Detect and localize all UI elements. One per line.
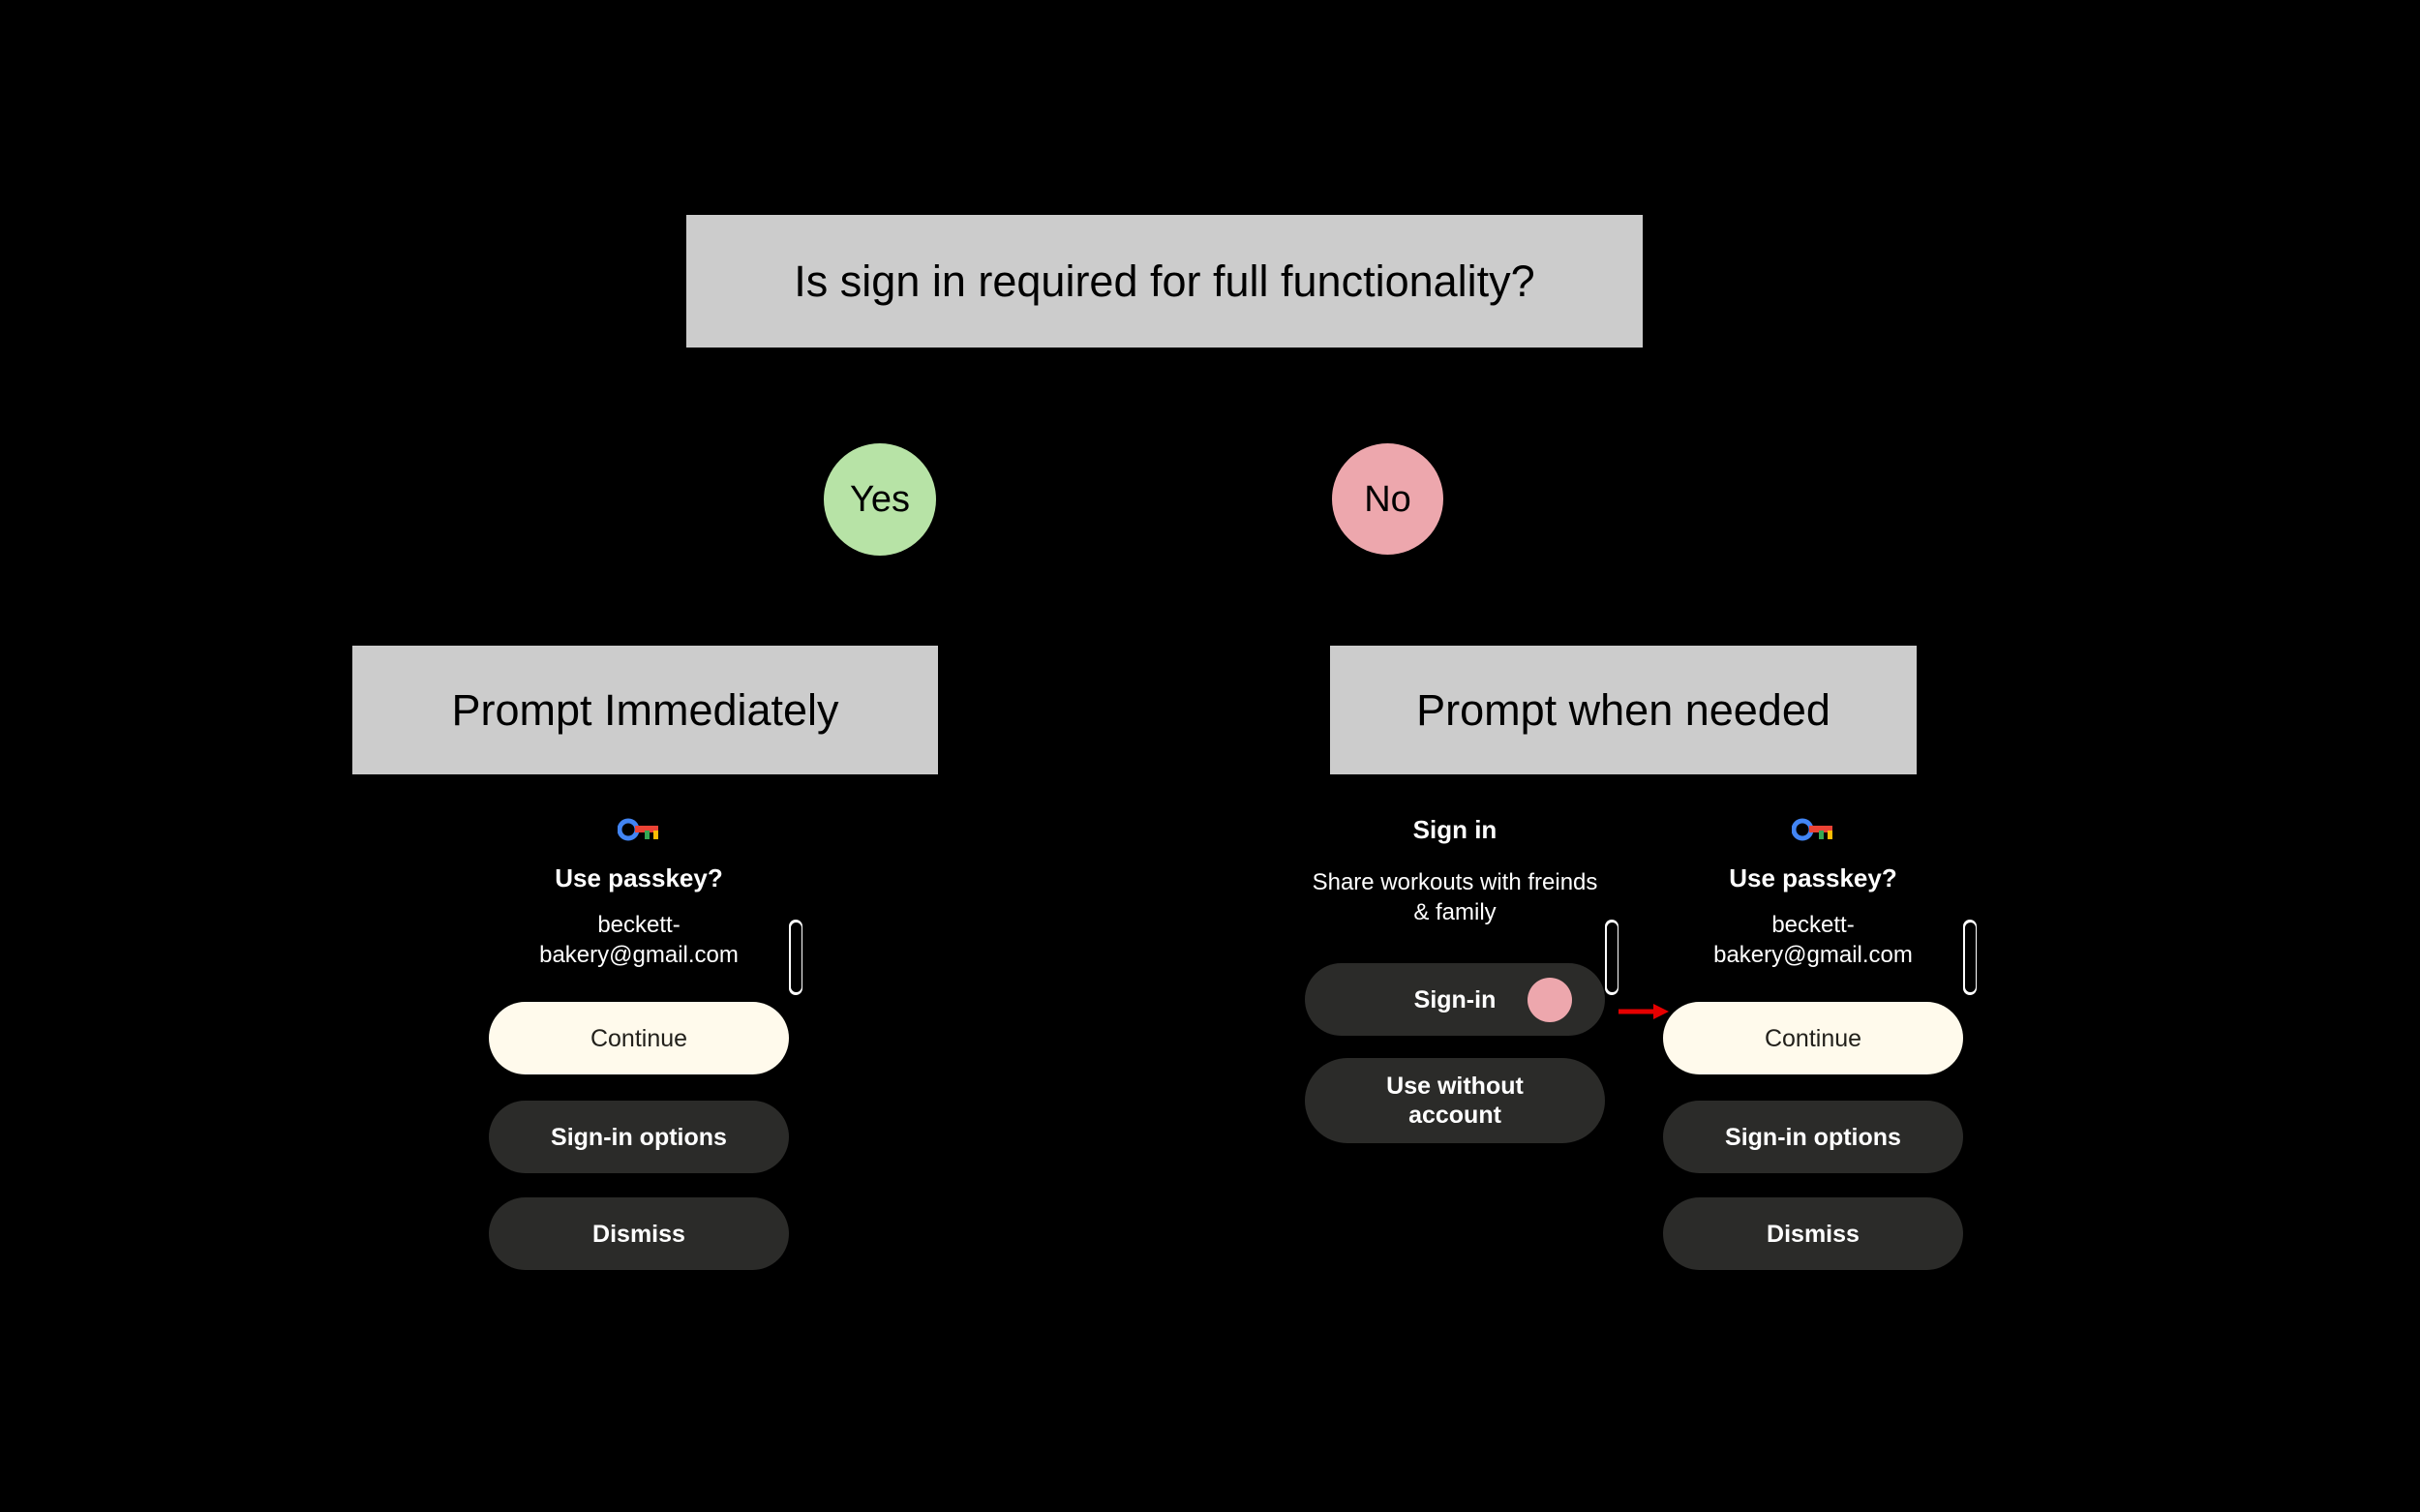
process-box-prompt-immediately: Prompt Immediately [352,646,938,774]
mock-signin-title: Sign in [1412,815,1497,844]
tap-indicator [1528,978,1572,1022]
continue-button-left[interactable]: Continue [489,1002,789,1074]
branch-label-no: No [1332,443,1443,555]
connector-decision-to-yes [879,348,881,443]
connector-no-to-right-process [1387,555,1389,646]
mock-left-title: Use passkey? [555,863,723,892]
sign-in-options-button-left[interactable]: Sign-in options [489,1101,789,1173]
dismiss-button-left[interactable]: Dismiss [489,1197,789,1270]
mock-right-account: beckett-bakery@gmail.com [1713,912,1913,969]
mock-right-title: Use passkey? [1729,863,1897,892]
mock-right-passkey-dialog [1639,803,1987,1307]
phone-edge-signin-mock [1605,920,1618,995]
decision-box: Is sign in required for full functionality? [686,215,1643,348]
dismiss-button-right[interactable]: Dismiss [1663,1197,1963,1270]
use-without-account-button[interactable]: Use without account [1305,1058,1605,1143]
mock-left-account: beckett-bakery@gmail.com [539,912,739,969]
connector-yes-to-left-process [879,556,881,646]
mock-signin-subtitle: Share workouts with freinds & family [1312,869,1598,926]
passkey-icon [1792,815,1834,844]
sign-in-options-button-right[interactable]: Sign-in options [1663,1101,1963,1173]
mock-left-passkey-dialog [465,803,813,1307]
continue-button-right[interactable]: Continue [1663,1002,1963,1074]
passkey-icon [618,815,660,844]
branch-label-yes: Yes [824,443,936,556]
mock-sign-in-dialog [1281,803,1629,1307]
connector-no-vertical [1387,346,1389,443]
sign-in-button[interactable]: Sign-in [1305,963,1605,1036]
process-box-prompt-when-needed: Prompt when needed [1330,646,1917,774]
